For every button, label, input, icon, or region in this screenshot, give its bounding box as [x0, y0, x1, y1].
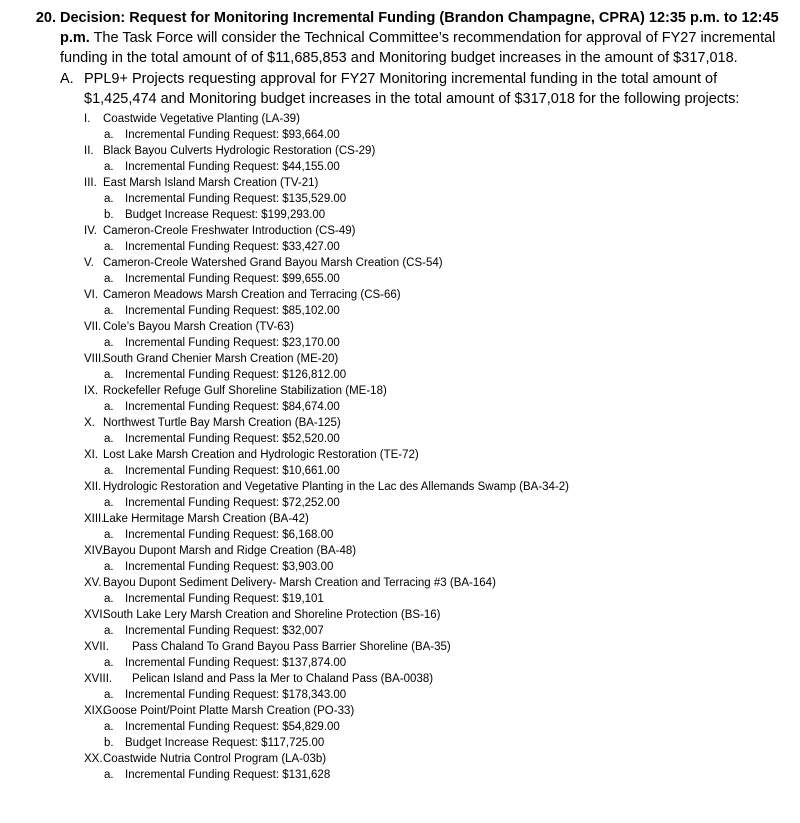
- project-name: Cameron-Creole Freshwater Introduction (CS-49): [103, 225, 356, 237]
- funding-request: [104, 463, 780, 479]
- funding-request: [104, 735, 780, 751]
- funding-request: [104, 207, 780, 223]
- funding-request: [104, 687, 780, 703]
- funding-request-letter: a.: [104, 401, 114, 413]
- project-name: Bayou Dupont Marsh and Ridge Creation (BA-48): [103, 545, 357, 557]
- project-number: II.: [84, 145, 94, 157]
- agenda-item: [20, 8, 780, 68]
- project-name: Coastwide Vegetative Planting (LA-39): [103, 113, 300, 125]
- project-number: VI.: [84, 289, 99, 301]
- funding-request-text: Incremental Funding Request: $84,674.00: [125, 401, 340, 413]
- funding-request-letter: a.: [104, 465, 114, 477]
- project-item: [84, 543, 780, 559]
- project-name: Bayou Dupont Sediment Delivery- Marsh Creation and Terracing #3 (BA-164): [103, 577, 496, 589]
- project-name: Pass Chaland To Grand Bayou Pass Barrier Shoreline (BA-35): [132, 641, 451, 653]
- section-letter: A.: [60, 71, 74, 87]
- funding-request: [104, 495, 780, 511]
- funding-request-text: Incremental Funding Request: $126,812.00: [125, 369, 347, 381]
- funding-request-letter: a.: [104, 529, 114, 541]
- funding-request: [104, 159, 780, 175]
- section-text: PPL9+ Projects requesting approval for FY27 Monitoring incremental funding in the total amount of $1,425,474 and Monitoring budget increases in the total amount of $317,018 for the following projects:: [84, 71, 740, 107]
- project-name: Northwest Turtle Bay Marsh Creation (BA-125): [103, 417, 341, 429]
- project-list: [84, 111, 780, 783]
- funding-request-text: Incremental Funding Request: $99,655.00: [125, 273, 340, 285]
- funding-request-letter: a.: [104, 161, 114, 173]
- project-number: XIII.: [84, 513, 105, 525]
- funding-request: [104, 655, 780, 671]
- funding-request-text: Incremental Funding Request: $6,168.00: [125, 529, 334, 541]
- project-item: [84, 575, 780, 591]
- project-number: IV.: [84, 225, 98, 237]
- funding-request: [104, 719, 780, 735]
- project-name: Rockefeller Refuge Gulf Shoreline Stabilization (ME-18): [103, 385, 387, 397]
- funding-request-letter: a.: [104, 337, 114, 349]
- funding-request-text: Budget Increase Request: $117,725.00: [125, 737, 325, 749]
- funding-request-text: Budget Increase Request: $199,293.00: [125, 209, 326, 221]
- project-number: III.: [84, 177, 97, 189]
- project-name: South Grand Chenier Marsh Creation (ME-20): [103, 353, 339, 365]
- project-number: V.: [84, 257, 94, 269]
- funding-request: [104, 303, 780, 319]
- funding-request-letter: a.: [104, 593, 114, 605]
- funding-request-text: Incremental Funding Request: $3,903.00: [125, 561, 334, 573]
- funding-request-letter: a.: [104, 129, 114, 141]
- project-name: Lost Lake Marsh Creation and Hydrologic Restoration (TE-72): [103, 449, 419, 461]
- funding-request-text: Incremental Funding Request: $44,155.00: [125, 161, 340, 173]
- project-item: [84, 415, 780, 431]
- project-name: Black Bayou Culverts Hydrologic Restoration (CS-29): [103, 145, 376, 157]
- funding-request-text: Incremental Funding Request: $54,829.00: [125, 721, 340, 733]
- funding-request-text: Incremental Funding Request: $32,007: [125, 625, 324, 637]
- funding-request-letter: a.: [104, 241, 114, 253]
- item-number: 20.: [35, 10, 56, 26]
- item-body: [60, 8, 780, 68]
- project-number: XVII.: [84, 641, 109, 653]
- project-name: Hydrologic Restoration and Vegetative Planting in the Lac des Allemands Swamp (BA-34-2): [103, 481, 570, 493]
- project-number: XI.: [84, 449, 99, 461]
- funding-request-letter: a.: [104, 273, 114, 285]
- item-title: Decision: Request for Monitoring Incremental Funding (Brandon Champagne, CPRA) 12:35 p.m. to 12:45 p.m.: [60, 10, 779, 46]
- project-item: [84, 639, 780, 655]
- funding-request-letter: a.: [104, 561, 114, 573]
- funding-request-text: Incremental Funding Request: $137,874.00: [125, 657, 347, 669]
- project-item: [84, 479, 780, 495]
- project-item: [84, 143, 780, 159]
- funding-request-text: Incremental Funding Request: $131,628: [125, 769, 331, 781]
- funding-request-letter: a.: [104, 689, 114, 701]
- project-item: [84, 751, 780, 767]
- project-item: [84, 175, 780, 191]
- project-name: South Lake Lery Marsh Creation and Shoreline Protection (BS-16): [103, 609, 441, 621]
- project-item: [84, 671, 780, 687]
- project-item: [84, 607, 780, 623]
- project-item: [84, 319, 780, 335]
- funding-request: [104, 431, 780, 447]
- project-number: VII.: [84, 321, 102, 333]
- project-number: XVIII.: [84, 673, 113, 685]
- funding-request: [104, 239, 780, 255]
- funding-request-letter: a.: [104, 769, 114, 781]
- funding-request-text: Incremental Funding Request: $85,102.00: [125, 305, 340, 317]
- funding-request-text: Incremental Funding Request: $72,252.00: [125, 497, 340, 509]
- funding-request-letter: b.: [104, 209, 114, 221]
- funding-request: [104, 591, 780, 607]
- project-name: Cameron-Creole Watershed Grand Bayou Marsh Creation (CS-54): [103, 257, 443, 269]
- project-item: [84, 351, 780, 367]
- funding-request-text: Incremental Funding Request: $135,529.00: [125, 193, 347, 205]
- project-name: Cameron Meadows Marsh Creation and Terracing (CS-66): [103, 289, 401, 301]
- funding-request: [104, 335, 780, 351]
- funding-request-letter: a.: [104, 657, 114, 669]
- project-item: [84, 111, 780, 127]
- project-item: [84, 223, 780, 239]
- funding-request-letter: a.: [104, 305, 114, 317]
- project-item: [84, 447, 780, 463]
- funding-request-letter: b.: [104, 737, 114, 749]
- project-item: [84, 255, 780, 271]
- project-number: XV.: [84, 577, 102, 589]
- funding-request: [104, 271, 780, 287]
- funding-request: [104, 399, 780, 415]
- project-item: [84, 287, 780, 303]
- project-number: I.: [84, 113, 91, 125]
- funding-request: [104, 191, 780, 207]
- funding-request-letter: a.: [104, 625, 114, 637]
- funding-request-letter: a.: [104, 433, 114, 445]
- project-number: IX.: [84, 385, 99, 397]
- project-name: East Marsh Island Marsh Creation (TV-21): [103, 177, 319, 189]
- funding-request: [104, 559, 780, 575]
- funding-request-letter: a.: [104, 369, 114, 381]
- project-item: [84, 511, 780, 527]
- funding-request: [104, 127, 780, 143]
- funding-request-text: Incremental Funding Request: $33,427.00: [125, 241, 340, 253]
- project-number: XII.: [84, 481, 102, 493]
- section-a: [60, 69, 780, 109]
- funding-request-text: Incremental Funding Request: $93,664.00: [125, 129, 340, 141]
- project-name: Goose Point/Point Platte Marsh Creation (PO-33): [103, 705, 355, 717]
- funding-request-letter: a.: [104, 193, 114, 205]
- project-number: VIII.: [84, 353, 105, 365]
- project-name: Cole’s Bayou Marsh Creation (TV-63): [103, 321, 294, 333]
- funding-request: [104, 367, 780, 383]
- project-name: Lake Hermitage Marsh Creation (BA-42): [103, 513, 309, 525]
- project-item: [84, 383, 780, 399]
- funding-request-text: Incremental Funding Request: $19,101: [125, 593, 324, 605]
- funding-request: [104, 527, 780, 543]
- funding-request-letter: a.: [104, 721, 114, 733]
- project-item: [84, 703, 780, 719]
- project-number: X.: [84, 417, 95, 429]
- funding-request-text: Incremental Funding Request: $10,661.00: [125, 465, 340, 477]
- project-number: XIV.: [84, 545, 105, 557]
- funding-request-letter: a.: [104, 497, 114, 509]
- funding-request: [104, 623, 780, 639]
- funding-request: [104, 767, 780, 783]
- project-name: Coastwide Nutria Control Program (LA-03b): [103, 753, 327, 765]
- project-number: XX.: [84, 753, 103, 765]
- project-number: XIX.: [84, 705, 106, 717]
- funding-request-text: Incremental Funding Request: $178,343.00: [125, 689, 347, 701]
- project-number: XVI.: [84, 609, 106, 621]
- project-name: Pelican Island and Pass la Mer to Chaland Pass (BA-0038): [132, 673, 434, 685]
- item-description: The Task Force will consider the Technical Committee’s recommendation for approval of FY27 incremental funding in the total amount of of $11,685,853 and Monitoring budget increases in the amount of $317,018.: [60, 30, 776, 66]
- funding-request-text: Incremental Funding Request: $23,170.00: [125, 337, 340, 349]
- funding-request-text: Incremental Funding Request: $52,520.00: [125, 433, 340, 445]
